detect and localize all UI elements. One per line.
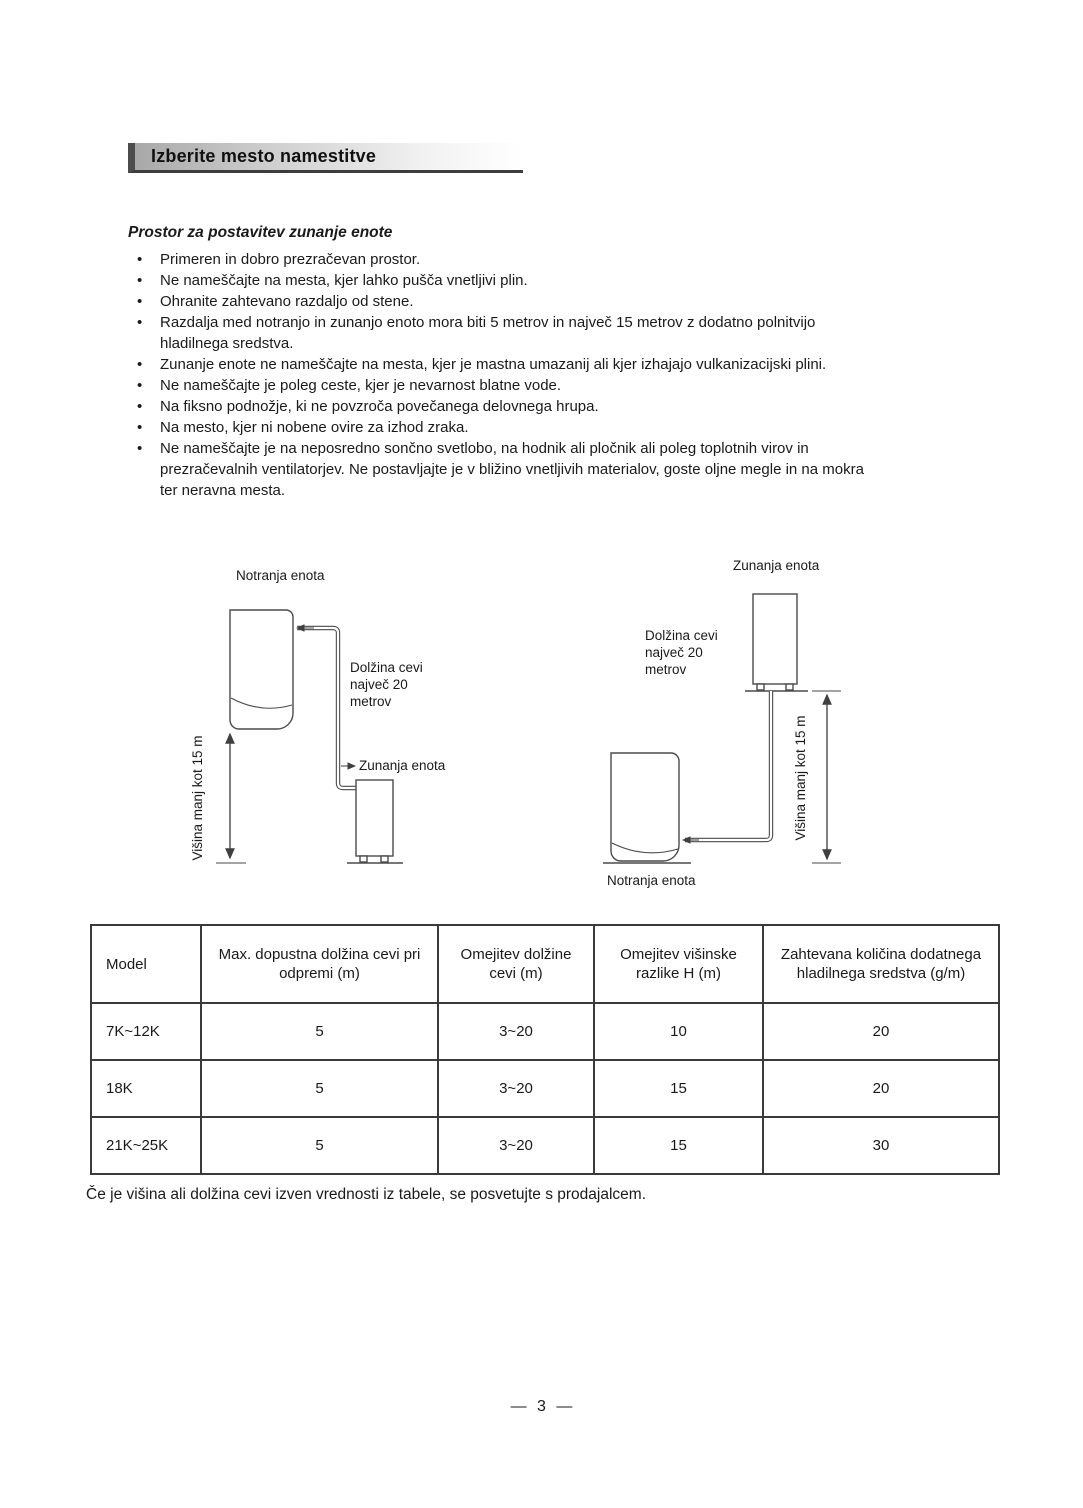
table-header-height-limit: Omejitev višinske razlike H (m) <box>594 925 763 1003</box>
bullet-text: Zunanje enote ne nameščajte na mesta, kjer je mastna umazanij ali kjer izhajajo vulkanizacijski plini. <box>160 356 827 373</box>
outdoor-unit-label: Zunanja enota <box>733 558 820 573</box>
bullet-icon: • <box>137 251 143 268</box>
list-item <box>128 249 878 270</box>
pipe-length-label-line1: Dolžina cevi <box>645 628 718 643</box>
indoor-unit-label: Notranja enota <box>607 873 696 888</box>
height-label: Višina manj kot 15 m <box>190 735 205 861</box>
table-cell: 15 <box>594 1060 763 1117</box>
pipe-length-label-line3: metrov <box>645 662 687 677</box>
pipe-length-label <box>645 628 718 677</box>
pipe-length-label-line3: metrov <box>350 694 392 709</box>
table-cell: 20 <box>763 1003 999 1060</box>
bullet-list <box>128 249 878 501</box>
pipe-length-label <box>350 660 423 709</box>
table-row <box>91 1060 999 1117</box>
bullet-text: Ne nameščajte je poleg ceste, kjer je nevarnost blatne vode. <box>160 377 562 394</box>
list-item <box>128 291 878 312</box>
list-item <box>128 312 878 354</box>
bullet-text: Razdalja med notranjo in zunanjo enoto mora biti 5 metrov in največ 15 metrov z dodatno polnitvijo hladilnega sredstva. <box>160 314 816 352</box>
indoor-unit-drawing <box>230 610 293 729</box>
installation-diagrams <box>0 552 1083 917</box>
list-item <box>128 270 878 291</box>
height-dimension <box>190 734 246 863</box>
pipe-length-label-line2: največ 20 <box>645 645 703 660</box>
bullet-text: Primeren in dobro prezračevan prostor. <box>160 251 421 268</box>
pipe-spec-table <box>90 924 1000 1175</box>
bullet-icon: • <box>137 440 143 457</box>
table-cell-model: 18K <box>91 1060 201 1117</box>
indoor-unit-drawing <box>603 753 691 863</box>
table-cell: 30 <box>763 1117 999 1174</box>
table-cell-model: 21K~25K <box>91 1117 201 1174</box>
table-row <box>91 1003 999 1060</box>
table-header-refrigerant: Zahtevana količina dodatnega hladilnega sredstva (g/m) <box>763 925 999 1003</box>
table-cell: 3~20 <box>438 1060 594 1117</box>
list-item <box>128 417 878 438</box>
table-cell: 10 <box>594 1003 763 1060</box>
diagram-outdoor-above-indoor <box>565 552 865 897</box>
pipe-length-label-line1: Dolžina cevi <box>350 660 423 675</box>
section-header-bar <box>128 143 523 173</box>
footer-note: Če je višina ali dolžina cevi izven vrednosti iz tabele, se posvetujte s prodajalcem. <box>86 1186 647 1203</box>
pipe-drawing <box>683 691 771 840</box>
height-dimension <box>793 691 841 863</box>
height-label: Višina manj kot 15 m <box>793 715 808 841</box>
table-cell: 3~20 <box>438 1003 594 1060</box>
outdoor-unit-drawing <box>745 594 808 691</box>
table-header-max-length: Max. dopustna dolžina cevi pri odpremi (m) <box>201 925 438 1003</box>
table-row <box>91 1117 999 1174</box>
pipe-length-label-line2: največ 20 <box>350 677 408 692</box>
page-number: — 3 — <box>510 1398 573 1415</box>
bullet-text: Ne nameščajte na mesta, kjer lahko pušča vnetljivi plin. <box>160 272 528 289</box>
bullet-icon: • <box>137 419 143 436</box>
bullet-text: Ohranite zahtevano razdaljo od stene. <box>160 293 414 310</box>
list-item <box>128 438 878 501</box>
table-cell: 5 <box>201 1117 438 1174</box>
table-header-length-limit: Omejitev dolžine cevi (m) <box>438 925 594 1003</box>
table-header-model: Model <box>91 925 201 1003</box>
bullet-icon: • <box>137 398 143 415</box>
pipe-drawing <box>297 628 356 788</box>
list-item <box>128 396 878 417</box>
table-cell: 20 <box>763 1060 999 1117</box>
outdoor-unit-label: Zunanja enota <box>359 758 446 773</box>
bullet-icon: • <box>137 293 143 310</box>
page-title: Izberite mesto namestitve <box>151 146 377 166</box>
bullet-icon: • <box>137 272 143 289</box>
table-cell: 15 <box>594 1117 763 1174</box>
indoor-unit-label: Notranja enota <box>236 568 325 583</box>
diagram-indoor-above-outdoor <box>150 552 480 897</box>
table-cell-model: 7K~12K <box>91 1003 201 1060</box>
outdoor-unit-drawing <box>347 780 403 863</box>
intro-section <box>128 224 878 501</box>
list-item <box>128 354 878 375</box>
section-heading: Prostor za postavitev zunanje enote <box>128 224 393 241</box>
bullet-text: Na fiksno podnožje, ki ne povzroča povečanega delovnega hrupa. <box>160 398 599 415</box>
bullet-icon: • <box>137 356 143 373</box>
bullet-text: Na mesto, kjer ni nobene ovire za izhod zraka. <box>160 419 469 436</box>
table-cell: 3~20 <box>438 1117 594 1174</box>
table-cell: 5 <box>201 1003 438 1060</box>
bullet-icon: • <box>137 314 143 331</box>
list-item <box>128 375 878 396</box>
bullet-text: Ne nameščajte je na neposredno sončno svetlobo, na hodnik ali pločnik ali poleg toplotnih virov in prezračevalnih ventilatorjev. Ne postavljajte je v bližino vnetljivih materialov, goste oljne megle in na mokra ter neravna mesta. <box>160 440 864 499</box>
table-cell: 5 <box>201 1060 438 1117</box>
bullet-icon: • <box>137 377 143 394</box>
table-header-row <box>91 925 999 1003</box>
